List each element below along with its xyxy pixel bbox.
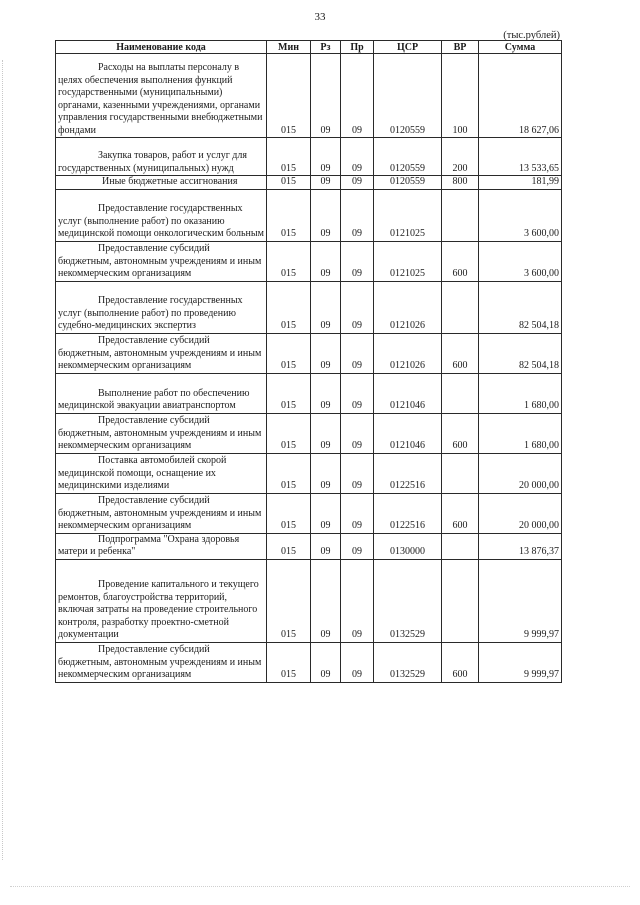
- cell-min: 015: [267, 533, 311, 559]
- cell-rz: 09: [311, 176, 341, 190]
- cell-pr: 09: [341, 54, 374, 138]
- cell-sum: 1 680,00: [479, 413, 562, 453]
- cell-min: 015: [267, 642, 311, 682]
- cell-name-rest: бюджетным, автономным учреждениям и иным некоммерческим организациям: [58, 427, 262, 451]
- table-row: [56, 333, 562, 373]
- cell-csr: 0121025: [374, 241, 442, 281]
- cell-name-rest: бюджетным, автономным учреждениям и иным некоммерческим организациям: [58, 507, 262, 531]
- cell-name: [56, 281, 267, 333]
- cell-rz: 09: [311, 54, 341, 138]
- cell-csr: 0120559: [374, 138, 442, 176]
- cell-csr: 0121025: [374, 189, 442, 241]
- cell-vr: [442, 453, 479, 493]
- cell-pr: 09: [341, 176, 374, 190]
- cell-min: 015: [267, 373, 311, 413]
- header-sum: Сумма: [479, 41, 562, 54]
- cell-pr: 09: [341, 493, 374, 533]
- cell-name: [56, 453, 267, 493]
- cell-min: 015: [267, 241, 311, 281]
- cell-sum: 20 000,00: [479, 493, 562, 533]
- cell-vr: [442, 533, 479, 559]
- cell-name-first-line: Выполнение работ по обеспечению: [98, 387, 250, 399]
- cell-name-rest: бюджетным, автономным учреждениям и иным некоммерческим организациям: [58, 347, 262, 371]
- cell-name: [56, 493, 267, 533]
- cell-vr: [442, 189, 479, 241]
- cell-min: 015: [267, 493, 311, 533]
- table-row: [56, 189, 562, 241]
- cell-name: [56, 373, 267, 413]
- table-row: [56, 176, 562, 190]
- cell-name: [56, 189, 267, 241]
- cell-vr: 600: [442, 241, 479, 281]
- cell-vr: [442, 559, 479, 642]
- cell-name-rest: услуг (выполнение работ) по проведению судебно-медицинских экспертиз: [58, 307, 236, 331]
- cell-pr: 09: [341, 373, 374, 413]
- cell-name: [56, 533, 267, 559]
- cell-name-first-line: Поставка автомобилей скорой: [98, 455, 227, 466]
- cell-name: [56, 333, 267, 373]
- cell-pr: 09: [341, 559, 374, 642]
- cell-pr: 09: [341, 138, 374, 176]
- table-row: [56, 533, 562, 559]
- cell-min: 015: [267, 54, 311, 138]
- header-vr: ВР: [442, 41, 479, 54]
- cell-vr: 600: [442, 413, 479, 453]
- table-row: [56, 413, 562, 453]
- cell-rz: 09: [311, 559, 341, 642]
- cell-pr: 09: [341, 642, 374, 682]
- cell-name: [56, 241, 267, 281]
- cell-pr: 09: [341, 189, 374, 241]
- cell-csr: 0122516: [374, 493, 442, 533]
- table-row: [56, 373, 562, 413]
- cell-min: 015: [267, 189, 311, 241]
- cell-sum: 181,99: [479, 176, 562, 190]
- cell-vr: 800: [442, 176, 479, 190]
- header-csr: ЦСР: [374, 41, 442, 54]
- table-header-row: [56, 41, 562, 54]
- cell-pr: 09: [341, 333, 374, 373]
- cell-rz: 09: [311, 413, 341, 453]
- cell-vr: 600: [442, 333, 479, 373]
- cell-csr: 0122516: [374, 453, 442, 493]
- cell-min: 015: [267, 413, 311, 453]
- scan-margin-marks: [2, 60, 9, 860]
- cell-name: [56, 642, 267, 682]
- cell-sum: 82 504,18: [479, 333, 562, 373]
- header-name: Наименование кода: [56, 41, 267, 54]
- cell-rz: 09: [311, 281, 341, 333]
- cell-vr: [442, 373, 479, 413]
- cell-name-first-line: Иные бюджетные ассигнования: [102, 176, 238, 187]
- table-row: [56, 453, 562, 493]
- table-row: [56, 54, 562, 138]
- cell-name: [56, 138, 267, 176]
- table-row: [56, 281, 562, 333]
- cell-name-first-line: Предоставление субсидий: [98, 243, 210, 254]
- cell-name-rest: медицинской эвакуации авиатранспортом: [58, 400, 236, 411]
- cell-min: 015: [267, 333, 311, 373]
- cell-sum: 1 680,00: [479, 373, 562, 413]
- cell-name-first-line: Предоставление субсидий: [98, 644, 210, 655]
- cell-name-rest: бюджетным, автономным учреждениям и иным некоммерческим организациям: [58, 656, 262, 680]
- cell-rz: 09: [311, 333, 341, 373]
- budget-table: [55, 40, 562, 683]
- cell-name-first-line: Предоставление государственных: [98, 295, 243, 306]
- table-row: [56, 642, 562, 682]
- cell-name-first-line: Подпрограмма "Охрана здоровья: [98, 533, 240, 545]
- table-row: [56, 493, 562, 533]
- cell-name-first-line: Закупка товаров, работ и услуг для: [98, 150, 247, 161]
- header-pr: Пр: [341, 41, 374, 54]
- cell-vr: 600: [442, 493, 479, 533]
- cell-rz: 09: [311, 138, 341, 176]
- cell-name-first-line: Предоставление государственных: [98, 203, 243, 214]
- cell-name-first-line: Предоставление субсидий: [98, 415, 210, 426]
- cell-sum: 3 600,00: [479, 189, 562, 241]
- cell-name-first-line: Проведение капитального и: [98, 579, 217, 590]
- cell-name-rest: государственных (муниципальных) нужд: [58, 162, 234, 174]
- cell-pr: 09: [341, 281, 374, 333]
- table-row: [56, 241, 562, 281]
- cell-name-first-line: Предоставление субсидий: [98, 335, 210, 346]
- table-row: [56, 138, 562, 176]
- cell-rz: 09: [311, 642, 341, 682]
- cell-name-rest: целях обеспечения выполнения функций государственными (муниципальными) органами, казенными учреждениями, органами управления государственными внебюджетными фондами: [58, 74, 263, 136]
- cell-pr: 09: [341, 413, 374, 453]
- cell-vr: 100: [442, 54, 479, 138]
- cell-sum: 3 600,00: [479, 241, 562, 281]
- cell-csr: 0120559: [374, 54, 442, 138]
- cell-name: [56, 559, 267, 642]
- header-rz: Рз: [311, 41, 341, 54]
- cell-pr: 09: [341, 453, 374, 493]
- cell-name: [56, 413, 267, 453]
- cell-name-rest: медицинской помощи, оснащение их медицинскими изделиями: [58, 467, 216, 491]
- cell-csr: 0132529: [374, 642, 442, 682]
- cell-min: 015: [267, 453, 311, 493]
- cell-sum: 13 533,65: [479, 138, 562, 176]
- cell-name: [56, 176, 267, 190]
- cell-name-first-line: Предоставление субсидий: [98, 495, 210, 506]
- cell-sum: 13 876,37: [479, 533, 562, 559]
- cell-vr: [442, 281, 479, 333]
- cell-name-rest: текущего ремонтов, благоустройства территорий, включая затраты на проведение строительного контроля, разработку проектно-сметной документации: [58, 579, 259, 640]
- cell-pr: 09: [341, 241, 374, 281]
- table-row: [56, 559, 562, 642]
- cell-pr: 09: [341, 533, 374, 559]
- cell-sum: 20 000,00: [479, 453, 562, 493]
- cell-vr: 200: [442, 138, 479, 176]
- cell-rz: 09: [311, 533, 341, 559]
- cell-csr: 0121046: [374, 373, 442, 413]
- cell-csr: 0120559: [374, 176, 442, 190]
- scan-bottom-edge: [10, 886, 630, 887]
- cell-min: 015: [267, 281, 311, 333]
- header-min: Мин: [267, 41, 311, 54]
- cell-min: 015: [267, 176, 311, 190]
- cell-name: [56, 54, 267, 138]
- cell-min: 015: [267, 138, 311, 176]
- cell-rz: 09: [311, 453, 341, 493]
- cell-sum: 9 999,97: [479, 642, 562, 682]
- cell-csr: 0121046: [374, 413, 442, 453]
- cell-sum: 82 504,18: [479, 281, 562, 333]
- page-number: 33: [314, 11, 326, 23]
- cell-rz: 09: [311, 373, 341, 413]
- cell-csr: 0132529: [374, 559, 442, 642]
- cell-rz: 09: [311, 241, 341, 281]
- cell-name-first-line: Расходы на выплаты персоналу в: [98, 62, 240, 73]
- cell-csr: 0121026: [374, 333, 442, 373]
- cell-sum: 9 999,97: [479, 559, 562, 642]
- cell-csr: 0121026: [374, 281, 442, 333]
- cell-min: 015: [267, 559, 311, 642]
- cell-name-rest: матери и ребенка": [58, 546, 136, 557]
- cell-name-rest: бюджетным, автономным учреждениям и иным некоммерческим организациям: [58, 255, 262, 279]
- cell-rz: 09: [311, 493, 341, 533]
- cell-vr: 600: [442, 642, 479, 682]
- cell-sum: 18 627,06: [479, 54, 562, 138]
- cell-csr: 0130000: [374, 533, 442, 559]
- cell-rz: 09: [311, 189, 341, 241]
- units-label: (тыс.рублей): [503, 30, 560, 41]
- cell-name-rest: услуг (выполнение работ) по оказанию медицинской помощи онкологическим больным: [58, 215, 264, 239]
